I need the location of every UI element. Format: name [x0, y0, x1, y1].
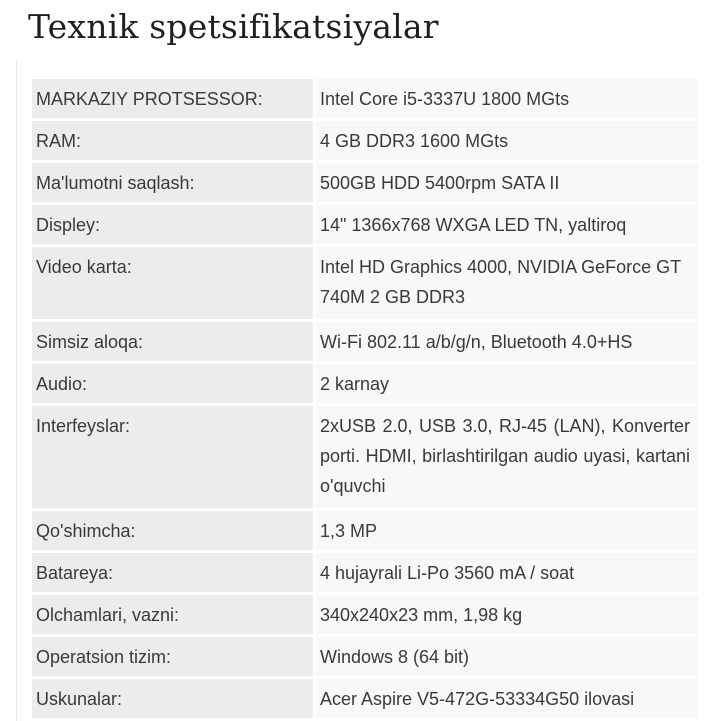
- spec-label: Video karta:: [32, 247, 313, 319]
- spec-value: Intel Core i5-3337U 1800 MGts: [316, 79, 698, 118]
- spec-value: 340x240x23 mm, 1,98 kg: [316, 595, 698, 634]
- spec-table: [29, 76, 701, 721]
- spec-label: Audio:: [32, 364, 313, 403]
- table-row: [32, 406, 698, 508]
- spec-value: Wi-Fi 802.11 a/b/g/n, Bluetooth 4.0+HS: [316, 322, 698, 361]
- table-row: [32, 322, 698, 361]
- page-title: Texnik spetsifikatsiyalar: [28, 7, 439, 46]
- table-row: [32, 247, 698, 319]
- spec-value: Intel HD Graphics 4000, NVIDIA GeForce GT 740M 2 GB DDR3: [316, 247, 698, 319]
- table-row: [32, 679, 698, 718]
- spec-value: 4 hujayrali Li-Po 3560 mA / soat: [316, 553, 698, 592]
- table-row: [32, 205, 698, 244]
- spec-label: Simsiz aloqa:: [32, 322, 313, 361]
- table-row: [32, 364, 698, 403]
- spec-value: 1,3 MP: [316, 511, 698, 550]
- spec-label: RAM:: [32, 121, 313, 160]
- spec-label: MARKAZIY PROTSESSOR:: [32, 79, 313, 118]
- spec-value: 2xUSB 2.0, USB 3.0, RJ-45 (LAN), Konverter porti. HDMI, birlashtirilgan audio uyasi, kartani o'quvchi: [316, 406, 698, 508]
- table-row: [32, 637, 698, 676]
- spec-label: Interfeyslar:: [32, 406, 313, 508]
- spec-value: 2 karnay: [316, 364, 698, 403]
- table-row: [32, 511, 698, 550]
- spec-value: 4 GB DDR3 1600 MGts: [316, 121, 698, 160]
- spec-label: Ma'lumotni saqlash:: [32, 163, 313, 202]
- spec-label: Qo'shimcha:: [32, 511, 313, 550]
- spec-label: Operatsion tizim:: [32, 637, 313, 676]
- spec-label: Olchamlari, vazni:: [32, 595, 313, 634]
- spec-value: 500GB HDD 5400rpm SATA II: [316, 163, 698, 202]
- table-row: [32, 121, 698, 160]
- spec-label: Uskunalar:: [32, 679, 313, 718]
- spec-value: 14" 1366x768 WXGA LED TN, yaltiroq: [316, 205, 698, 244]
- table-row: [32, 79, 698, 118]
- table-row: [32, 553, 698, 592]
- spec-value: Windows 8 (64 bit): [316, 637, 698, 676]
- table-row: [32, 595, 698, 634]
- spec-value: Acer Aspire V5-472G-53334G50 ilovasi: [316, 679, 698, 718]
- spec-label: Batareya:: [32, 553, 313, 592]
- spec-label: Displey:: [32, 205, 313, 244]
- table-row: [32, 163, 698, 202]
